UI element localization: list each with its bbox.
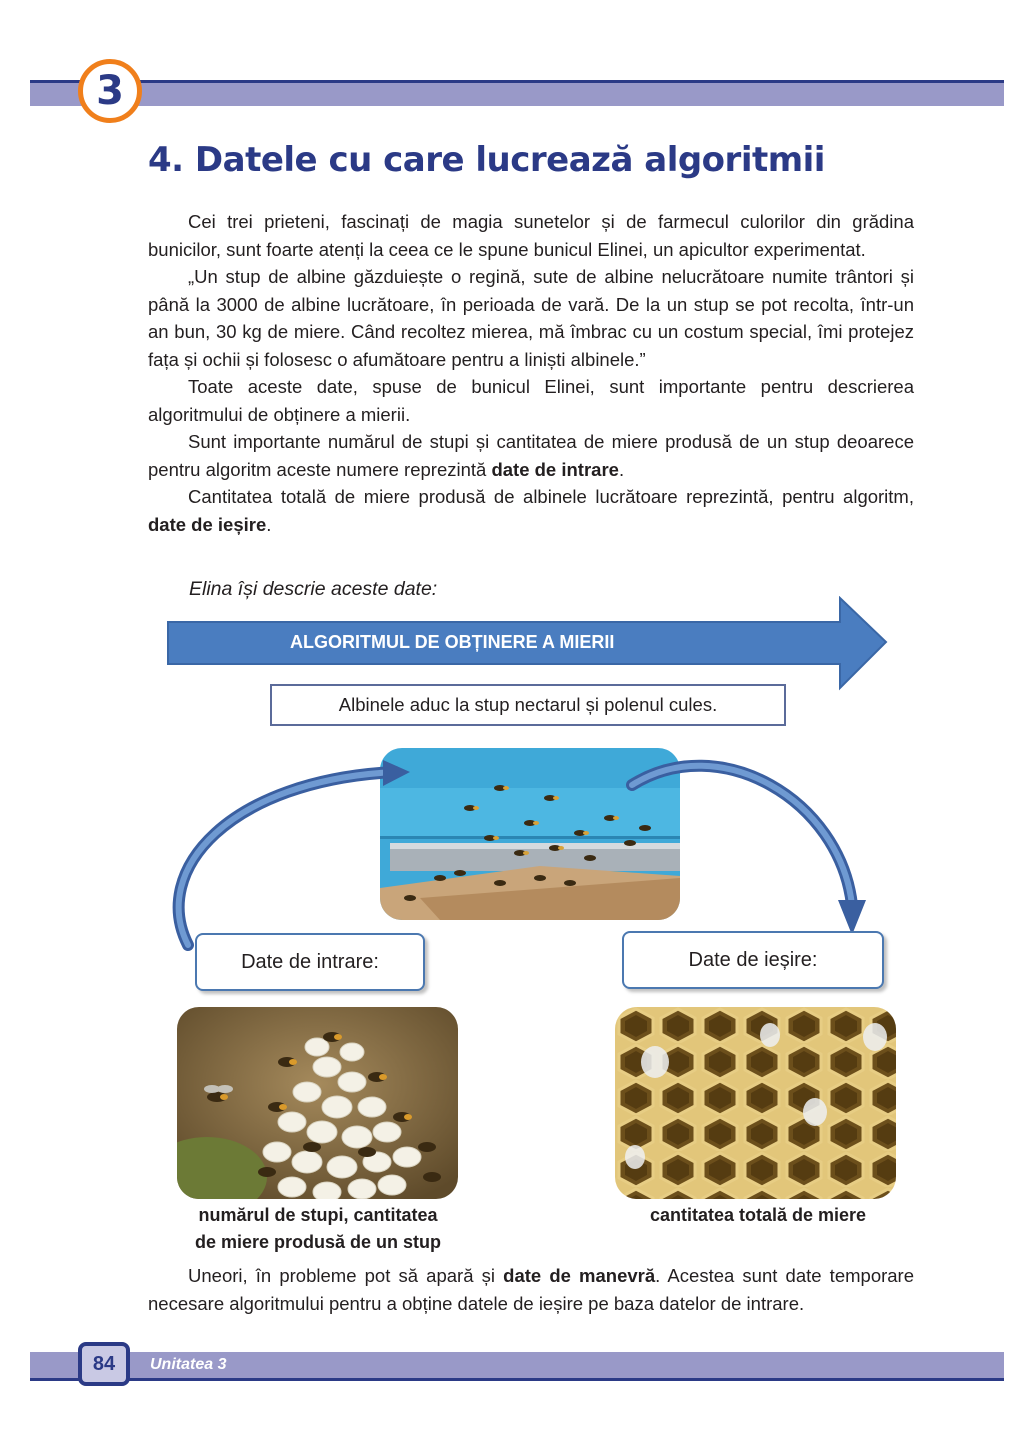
paragraph-input-data [148, 428, 914, 483]
text-run: Cantitatea totală de miere produsă de albinele lucrătoare reprezintă, pentru algoritm, [188, 486, 914, 507]
input-data-box: Date de intrare: [195, 933, 425, 991]
input-data-caption [160, 1202, 476, 1256]
unit-number: 3 [96, 68, 124, 114]
unit-number-badge [78, 59, 142, 123]
footer-unit-label: Unitatea 3 [150, 1356, 227, 1373]
algorithm-arrow-label: ALGORITMUL DE OBȚINERE A MIERII [290, 632, 615, 652]
paragraph-2: „Un stup de albine găzduiește o regină, sute de albine nelucrătoare numite trântori și până la 3000 de albine lucrătoare, în perioada de vară. De la un stup se pot recolta, într-un an bun, 30 kg de miere. Când recoltez mierea, mă îmbrac cu un costum special, îmi protejez fața și ochii și folosesc o afumătoare pentru a liniști albinele.” [148, 266, 914, 370]
header-band [30, 80, 1004, 106]
output-data-box: Date de ieșire: [622, 931, 884, 989]
hive-photo [380, 748, 680, 920]
caption-line: numărul de stupi, cantitatea [198, 1205, 438, 1225]
intro-text [148, 208, 914, 538]
term-output-data: date de ieșire [148, 513, 267, 535]
term-input-data: date de intrare [491, 458, 619, 480]
elina-line: Elina își descrie aceste date: [189, 578, 438, 600]
paragraph-maneuver-data [148, 1262, 914, 1317]
process-box: Albinele aduc la stup nectarul și polenul cules. [270, 684, 786, 726]
term-maneuver-data: date de manevră [503, 1265, 656, 1286]
paragraph-1: Cei trei prieteni, fascinați de magia sunetelor și de farmecul culorilor din grădina bunicilor, sunt foarte atenți la ceea ce le spune bunicul Elinei, un apicultor experimentat. [148, 211, 914, 260]
outro-text [148, 1262, 914, 1317]
honeycomb-photo [615, 1007, 896, 1199]
paragraph-3: Toate aceste date, spuse de bunicul Elinei, sunt importante pentru descrierea algoritmului de obținere a mierii. [148, 376, 914, 425]
text-run: . [618, 458, 625, 480]
page-number: 84 [78, 1342, 130, 1386]
text-run: . [266, 513, 272, 535]
caption-line: de miere produsă de un stup [194, 1232, 442, 1252]
text-run: Uneori, în probleme pot să apară și [188, 1265, 504, 1286]
output-data-caption: cantitatea totală de miere [649, 1205, 867, 1225]
text-run: . Acestea sunt date temporare necesare algoritmului pentru a obține datele de ieșire pe baza datelor de intrare. [148, 1265, 915, 1314]
paragraph-output-data [148, 483, 914, 538]
page-title: 4. Datele cu care lucrează algoritmii [148, 140, 825, 180]
text-run: Sunt importante numărul de stupi și cantitatea de miere produsă de un stup deoarece pentru algoritm aceste numere reprezintă [148, 431, 914, 480]
bees-on-flowers-photo [177, 1007, 458, 1199]
